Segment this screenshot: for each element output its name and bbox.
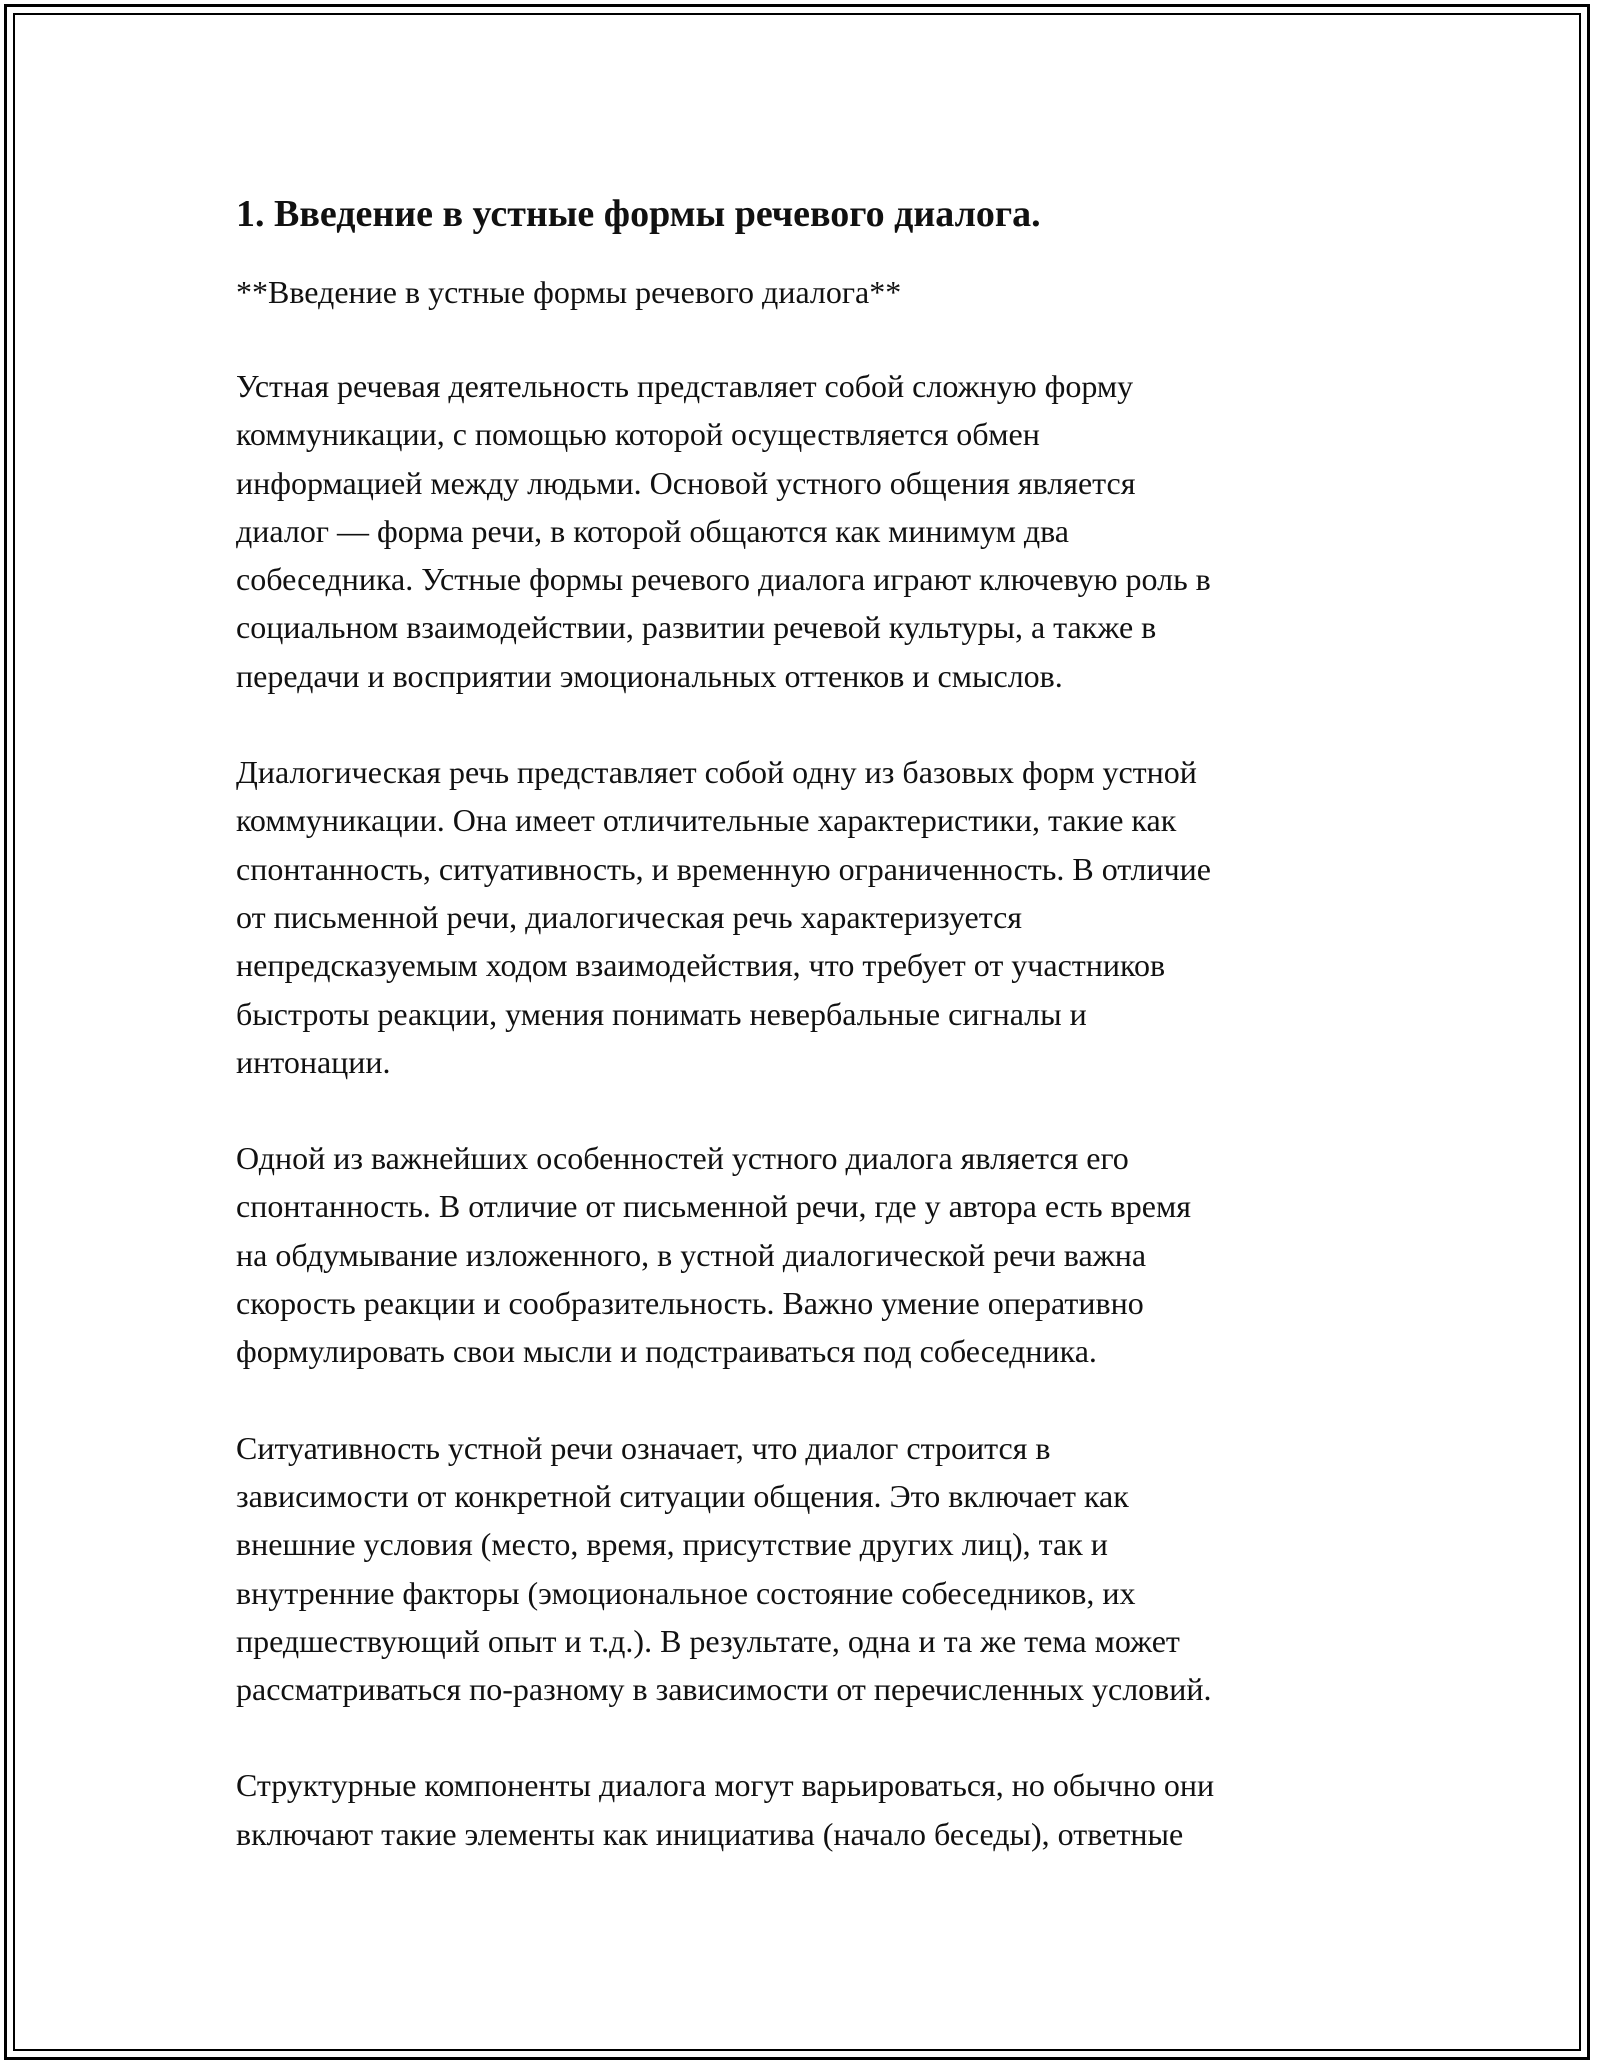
paragraph-line: быстроты реакции, умения понимать невербальные сигналы и — [236, 995, 1087, 1032]
paragraph-line: от письменной речи, диалогическая речь характеризуется — [236, 898, 1023, 935]
paragraph-4 — [236, 1424, 1386, 1714]
paragraph-line: внутренние факторы (эмоциональное состояние собеседников, их — [236, 1574, 1136, 1611]
section-heading: 1. Введение в устные формы речевого диалога. — [236, 193, 1041, 235]
paragraph-line: спонтанность. В отличие от письменной речи, где у автора есть время — [236, 1188, 1191, 1225]
paragraph-line: коммуникации. Она имеет отличительные характеристики, такие как — [236, 802, 1177, 839]
paragraph-line: скорость реакции и сообразительность. Важно умение оперативно — [236, 1285, 1144, 1322]
paragraph-line: диалог — форма речи, в которой общаются как минимум два — [236, 512, 1069, 549]
paragraph-line: коммуникации, с помощью которой осуществляется обмен — [236, 416, 1040, 453]
paragraph-5 — [236, 1761, 1386, 1858]
paragraph-line: предшествующий опыт и т.д.). В результате, одна и та же тема может — [236, 1622, 1180, 1659]
paragraph-3 — [236, 1134, 1386, 1375]
document-body — [236, 186, 1386, 1906]
paragraph-line: формулировать свои мысли и подстраиваться под собеседника. — [236, 1333, 1097, 1370]
paragraph-line: информацией между людьми. Основой устного общения является — [236, 464, 1136, 501]
paragraph-1 — [236, 362, 1386, 700]
paragraph-line: интонации. — [236, 1043, 391, 1080]
paragraph-2 — [236, 748, 1386, 1086]
paragraph-line: зависимости от конкретной ситуации общения. Это включает как — [236, 1477, 1129, 1514]
paragraph-line: на обдумывание изложенного, в устной диалогической речи важна — [236, 1236, 1147, 1273]
paragraph-line: собеседника. Устные формы речевого диалога играют ключевую роль в — [236, 561, 1211, 598]
paragraph-line: передачи и восприятии эмоциональных оттенков и смыслов. — [236, 657, 1063, 694]
paragraph-line: включают такие элементы как инициатива (начало беседы), ответные — [236, 1815, 1184, 1852]
paragraph-line: социальном взаимодействии, развитии речевой культуры, а также в — [236, 609, 1157, 646]
section-subtitle: **Введение в устные формы речевого диалога** — [236, 274, 902, 310]
paragraph-line: спонтанность, ситуативность, и временную ограниченность. В отличие — [236, 850, 1211, 887]
paragraph-line: Структурные компоненты диалога могут варьироваться, но обычно они — [236, 1767, 1215, 1804]
paragraph-line: Устная речевая деятельность представляет собой сложную форму — [236, 368, 1134, 404]
paragraph-line: непредсказуемым ходом взаимодействия, что требует от участников — [236, 947, 1166, 984]
paragraph-line: рассматриваться по-разному в зависимости от перечисленных условий. — [236, 1671, 1212, 1708]
paragraph-line: Диалогическая речь представляет собой одну из базовых форм устной — [236, 754, 1197, 791]
paragraph-line: внешние условия (место, время, присутствие других лиц), так и — [236, 1526, 1108, 1563]
paragraph-line: Одной из важнейших особенностей устного диалога является его — [236, 1140, 1129, 1177]
paragraph-line: Ситуативность устной речи означает, что диалог строится в — [236, 1429, 1051, 1466]
